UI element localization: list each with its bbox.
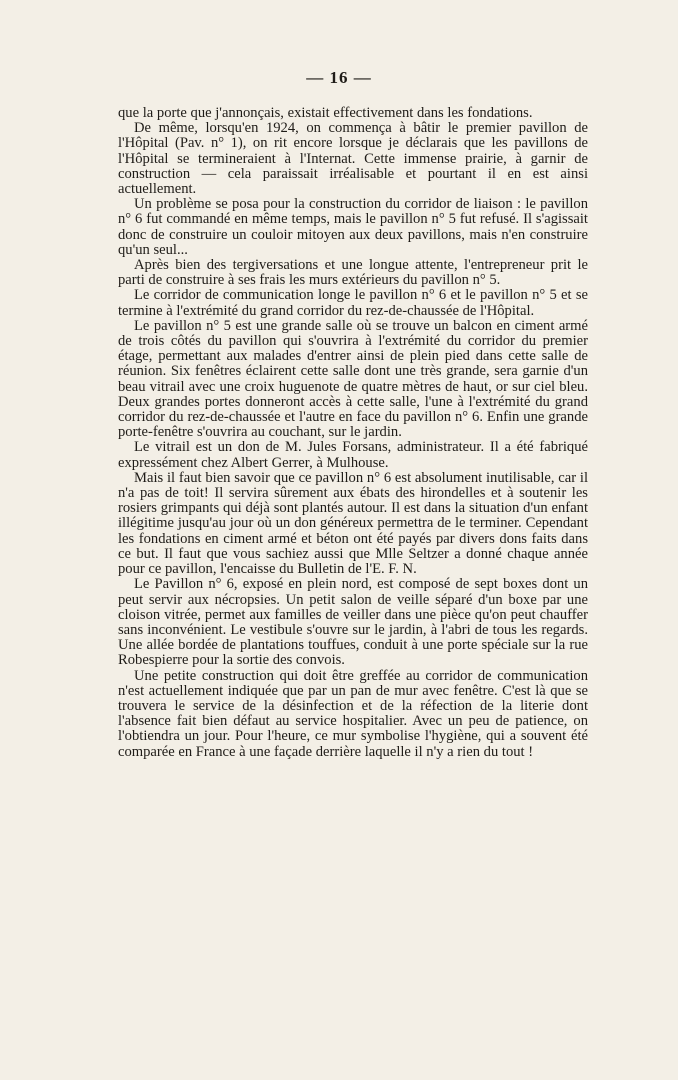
paragraph-10: Une petite construction qui doit être greffée au corridor de communication n'est actuellement indiquée que par un pan de mur avec fenêtre. C'est là que se trouvera le service de la désinfection et de la réfection de la literie dont l'absence fait bien défaut au service hospitalier. Avec un peu de patience, on l'obtiendra un jour. Pour l'heure, ce mur symbolise l'hygiène, qui a souvent été comparée en France à une façade derrière laquelle il n'y a rien du tout ! xyxy=(118,667,588,760)
paragraph-5: Le corridor de communication longe le pavillon n° 6 et le pavillon n° 5 et se termine à l'extrémité du grand corridor du rez-de-chaussée de l'Hôpital. xyxy=(118,287,588,319)
paragraph-8: Mais il faut bien savoir que ce pavillon n° 6 est absolument inutilisable, car il n'a pas de toit! Il servira sûrement aux ébats des hirondelles et à soutenir les rosiers grimpants qui déjà sont plantés autour. Il est dans la situation d'un enfant illégitime jusqu'au jour où un don généreux permettra de le terminer. Cependant les fondations en ciment armé et béton ont été payés par divers dons faits dans ce but. Il faut que vous sachiez aussi que Mlle Seltzer a donné chaque année pour ce pavillon, l'encaisse du Bulletin de l'E. F. N. xyxy=(118,469,588,578)
paragraph-1: que la porte que j'annonçais, existait effectivement dans les fondations. xyxy=(118,105,533,121)
page-number: — 16 — xyxy=(306,68,372,87)
paragraph-4: Après bien des tergiversations et une longue attente, l'entrepreneur prit le parti de construire à ses frais les murs extérieurs du pavillon n° 5. xyxy=(118,257,588,289)
paragraph-6: Le pavillon n° 5 est une grande salle où se trouve un balcon en ciment armé de trois côtés du pavillon qui s'ouvrira à l'extrémité du corridor du premier étage, permettant aux malades d'entrer ainsi de plein pied dans cette salle de réunion. Six fenêtres éclairent cette salle dont une très grande, sera garnie d'un beau vitrail avec une croix huguenote de quatre mètres de haut, or sur ciel bleu. Deux grandes portes donneront accès à cette salle, l'une à l'extrémité du grand corridor du rez-de-chaussée et l'autre en face du pavillon n° 6. Enfin une grande porte-fenêtre s'ouvrira au couchant, sur le jardin. xyxy=(118,317,588,441)
paragraph-9: Le Pavillon n° 6, exposé en plein nord, est composé de sept boxes dont un peut servir aux nécropsies. Un petit salon de veille séparé d'un boxe par une cloison vitrée, permet aux familles de veiller dans une pièce qu'on peut chauffer sans inconvénient. Le vestibule s'ouvre sur le jardin, à l'abri de tous les regards. Une allée bordée de plantations touffues, conduit à une porte spéciale sur la rue Robespierre pour la sortie des convois. xyxy=(118,576,588,669)
paragraph-3: Un problème se posa pour la construction du corridor de liaison : le pavillon n° 6 fut commandé en même temps, mais le pavillon n° 5 fut refusé. Il s'agissait donc de construire un couloir mitoyen aux deux pavillons, mais n'en construire qu'un seul... xyxy=(118,196,588,258)
body-text xyxy=(118,106,588,760)
paragraph-2: De même, lorsqu'en 1924, on commença à bâtir le premier pavillon de l'Hôpital (Pav. n° 1), on rit encore lorsque je déclarais que les pavillons de l'Hôpital se termineraient à l'Internat. Cette immense prairie, à garnir de construction — cela paraissait irréalisable et pourtant il en est ainsi actuellement. xyxy=(118,120,588,198)
paragraph-7: Le vitrail est un don de M. Jules Forsans, administrateur. Il a été fabriqué expressément chez Albert Gerrer, à Mulhouse. xyxy=(118,439,588,471)
